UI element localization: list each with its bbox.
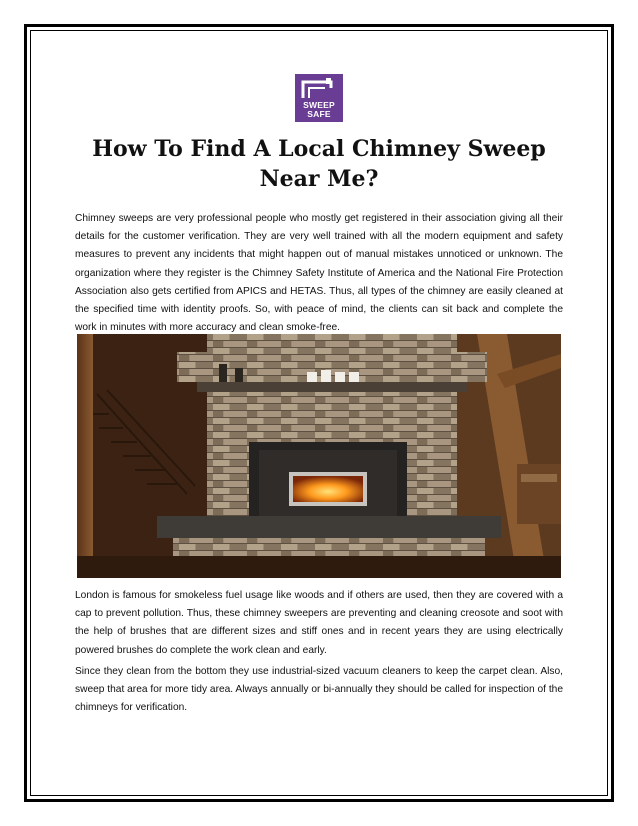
page-title: How To Find A Local Chimney Sweep Near Me? [92, 136, 546, 192]
roof-chimney-icon [301, 78, 337, 100]
sweep-safe-logo [295, 74, 343, 122]
logo-wordmark [298, 101, 340, 118]
paragraph-london: London is famous for smokeless fuel usage like woods and if others are used, then they are covered with a cap to prevent pollution. Thus, these chimney sweepers are preventing and cleaning creosote and soot with the help of brushes that are different sizes and stiff ones and in recent years they are using electrically powered brushes do complete the work clean and early. [75, 590, 563, 656]
logo-line-1: SWEEP [303, 100, 335, 110]
fireplace-photo [77, 334, 561, 578]
fireplace-illustration [77, 334, 561, 578]
paragraph-intro: Chimney sweeps are very professional people who mostly get registered in their association giving all their details for the customer verification. They are very well trained with all the modern equipment and safety measures to prevent any incidents that might happen out of manual mistakes unnoticed or unknown. The organization where they register is the Chimney Safety Institute of America and the National Fire Protection Association also gets certified from APICS and HETAS. Thus, all types of the chimney are easily cleaned at the specified time with identity proofs. So, with peace of mind, the clients can sit back and complete the work in minutes with more accuracy and clean smoke-free. [75, 213, 563, 334]
logo-line-2: SAFE [307, 108, 331, 119]
paragraph-cleaning: Since they clean from the bottom they use industrial-sized vacuum cleaners to keep the carpet clean. Also, sweep that area for more tidy area. Always annually or bi-annually they should be called for inspection of the chimneys for verification. [75, 666, 563, 714]
